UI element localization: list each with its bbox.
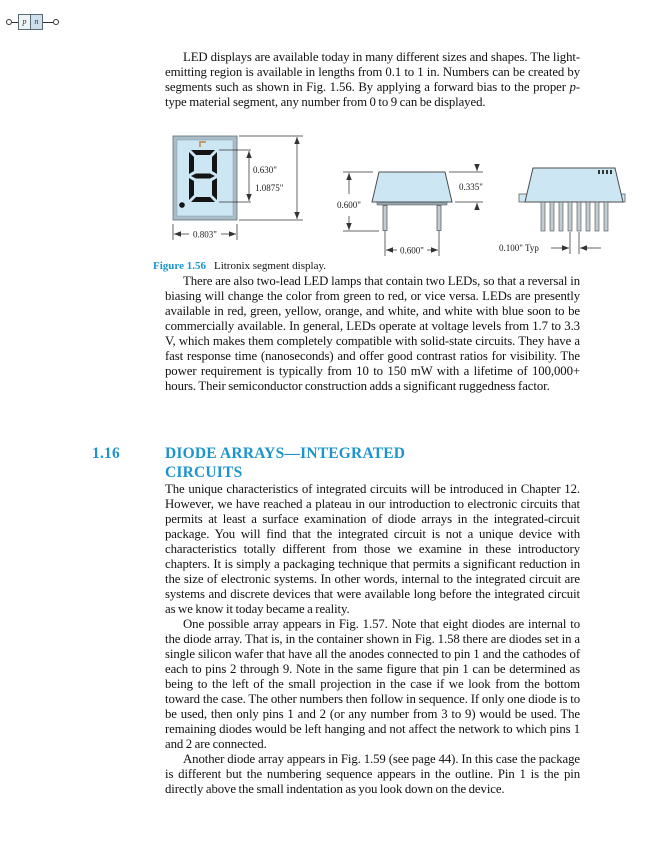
- dim-height: 0.600": [337, 200, 361, 210]
- dim-lead-span: 0.600": [400, 245, 424, 256]
- wire: [43, 22, 53, 23]
- segment-display-side-view: [333, 164, 493, 264]
- intro-text-end: -type material segment, any number from 0 to 9 can be displayed.: [165, 80, 580, 109]
- package-body: [525, 168, 623, 202]
- lead-left: [383, 206, 387, 231]
- decimal-point: [179, 202, 185, 208]
- text-column: [92, 50, 580, 797]
- section-title-line2: CIRCUITS: [165, 464, 243, 481]
- intro-italic-p: p: [569, 80, 576, 94]
- section-number: 1.16: [92, 445, 120, 462]
- dim-pin-pitch: 0.100" Typ: [499, 243, 539, 253]
- pin-row: [541, 202, 608, 231]
- paragraph-ic-intro: The unique characteristics of integrated circuits will be introduced in Chapter 12. However, we have reached a plateau in our introduction to electronic circuits that permits at least a surface examination of diode arrays in the integrated-circuit package. You will find that the integrated circuit is not a unique device with characteristics totally different from those we examine in these introductory chapters. It is simply a packaging technique that permits a significant reduction in the size of electronic systems. In other words, internal to the integrated circuit are systems and discrete devices that were available long before the integrated circuit as we know it today became a reality.: [165, 482, 580, 616]
- paragraph-two-lead-leds: There are also two-lead LED lamps that contain two LEDs, so that a reversal in biasing will change the color from green to red, or vice versa. LEDs are presently available in red, green, yellow, orange, and white, and white with blue soon to be commercially available. In general, LEDs operate at voltage levels from 1.7 to 3.3 V, which makes them completely compatible with solid-state circuits. They have a fast response time (nanoseconds) and offer good contrast ratios for visibility. The power requirement is typically from 10 to 150 mW with a lifetime of 100,000+ hours. Their semiconductor construction adds a significant ruggedness factor.: [165, 274, 580, 393]
- intro-text: LED displays are available today in many different sizes and shapes. The light-emitting region is available in lengths from 0.1 to 1 in. Numbers can be created by segments such as shown in Fig. 1.56. By applying a forward bias to the proper: [165, 50, 580, 94]
- figure-caption-label: Figure 1.56: [153, 260, 206, 272]
- lead-right: [437, 206, 441, 231]
- dim-digit-height: 0.630": [253, 165, 277, 175]
- p-label: p: [22, 17, 27, 26]
- figure-caption-text: Litronix segment display.: [213, 260, 326, 272]
- section-title: [165, 444, 405, 482]
- segment-display-front-view: [171, 134, 321, 249]
- pn-junction-diode-icon: [6, 14, 59, 30]
- paragraph-led-displays: [165, 50, 580, 110]
- n-region-box: [31, 14, 43, 30]
- package-body: [372, 172, 452, 202]
- dim-total-height: 1.0875": [255, 183, 284, 193]
- dim-width: 0.803": [193, 229, 217, 240]
- p-region-box: [18, 14, 31, 30]
- dimension-lines: [551, 232, 601, 254]
- dim-body-height: 0.335": [459, 182, 483, 192]
- section-heading-1-16: [92, 444, 580, 482]
- figure-caption: [153, 260, 326, 272]
- terminal-dot-right: [53, 19, 59, 25]
- paragraph-diode-array-fig159: Another diode array appears in Fig. 1.59 (see page 44). In this case the package is different but the numbering sequence appears in the outline. Pin 1 is the pin directly above the small indentation as you look down on the device.: [165, 752, 580, 796]
- figure-1-56: [153, 134, 580, 274]
- section-title-line1: DIODE ARRAYS—INTEGRATED: [165, 445, 406, 462]
- n-label: n: [34, 17, 39, 26]
- segment-display-pin-view: [497, 162, 647, 262]
- paragraph-diode-array-fig157: One possible array appears in Fig. 1.57. Note that eight diodes are internal to the diode array. That is, in the container shown in Fig. 1.58 there are diodes set in a single silicon wafer that have all the anodes connected to pin 1 and the cathodes of each to pins 2 through 9. Note in the same figure that pin 1 can be determined as being to the left of the small projection in the case if we look from the bottom toward the case. The other numbers then follow in sequence. If only one diode is to be used, then only pins 1 and 2 (or any number from 3 to 9) would be used. The remaining diodes would be left hanging and not affect the network to which pins 1 and 2 are connected.: [165, 617, 580, 751]
